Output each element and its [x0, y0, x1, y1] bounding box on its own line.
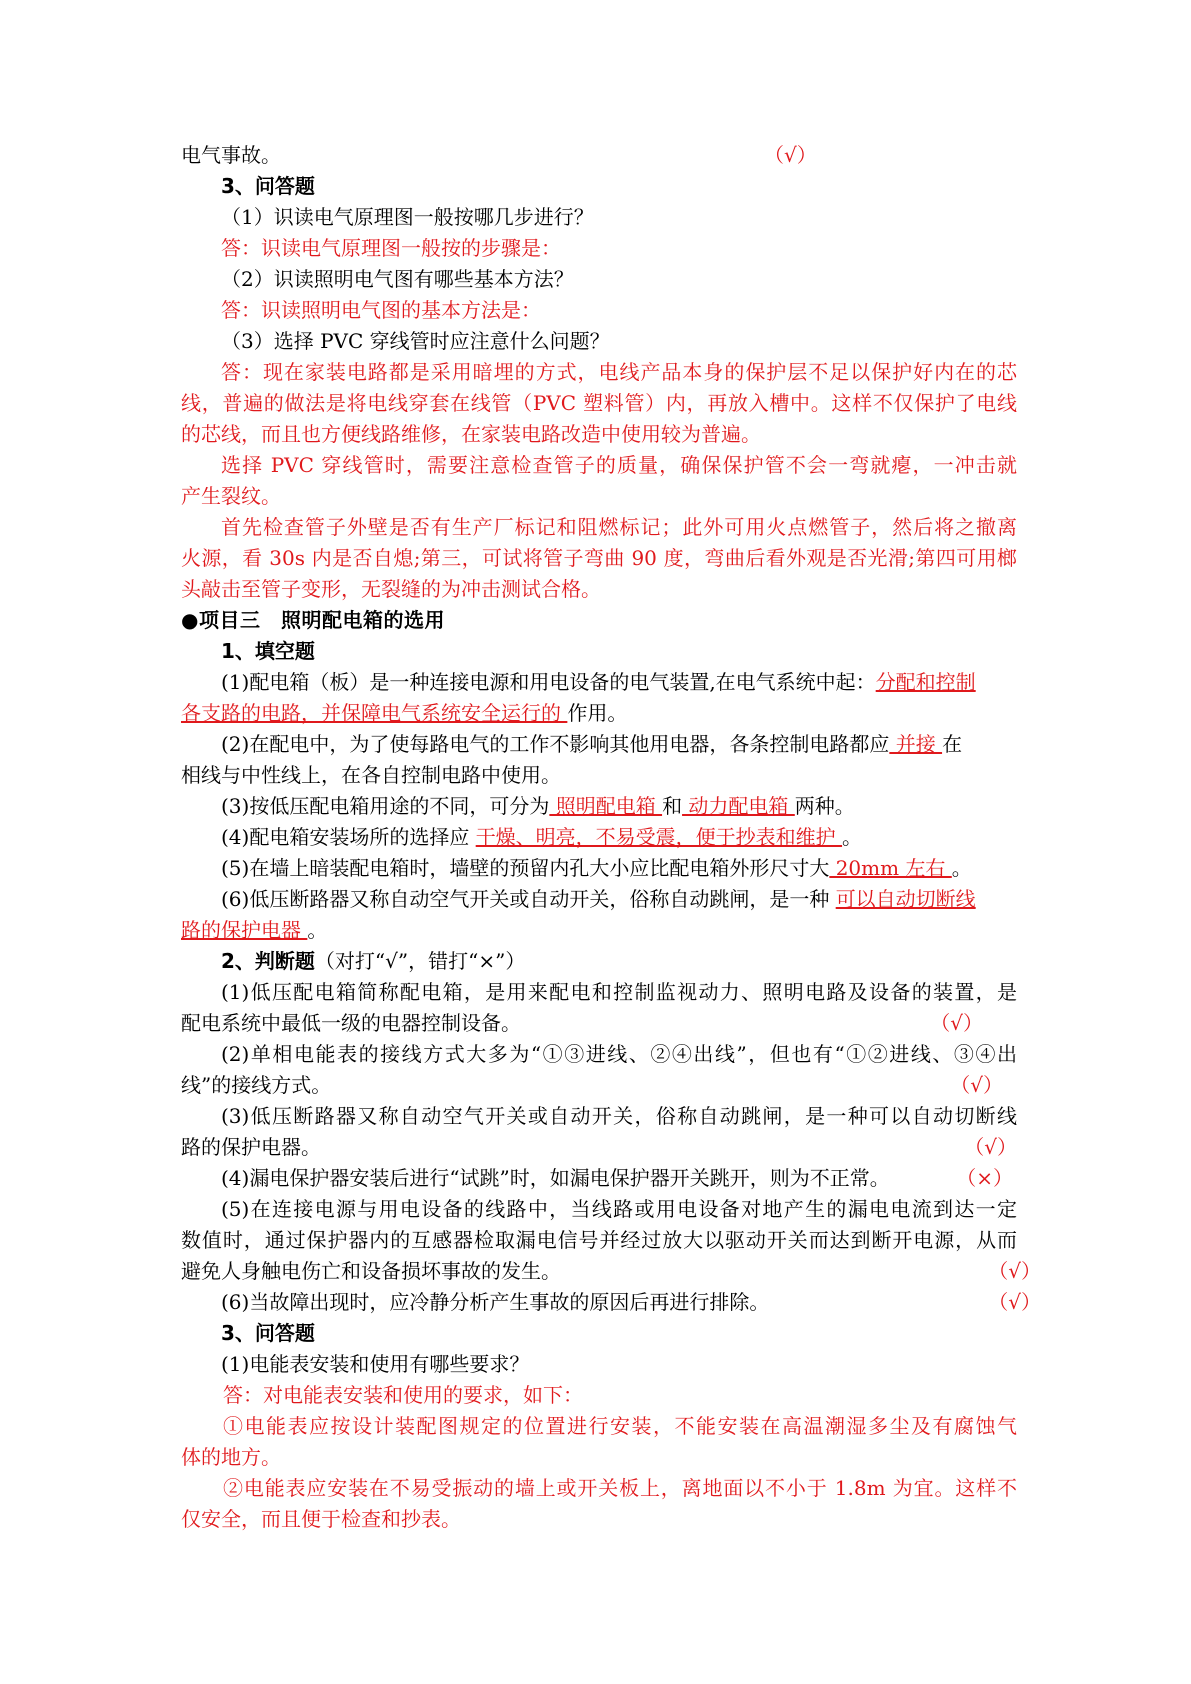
- question-line: [181, 1008, 1017, 1039]
- blank-answer: 路的保护电器: [181, 918, 308, 942]
- question-line: [181, 1101, 1017, 1132]
- question-text: 作用。: [567, 701, 628, 725]
- answer-line: [181, 450, 1017, 481]
- answer-mark: （√）: [930, 1011, 983, 1035]
- question-text: 和: [662, 794, 683, 818]
- blank-answer: 并接: [889, 732, 943, 756]
- question-text: 数值时，通过保护器内的互感器检取漏电信号并经过放大以驱动开关而达到断开电源，从而: [181, 1228, 1017, 1252]
- heading-text: 3、问答题: [221, 1321, 315, 1345]
- question-text: (2)单相电能表的接线方式大多为“①③进线、②④出线”，但也有“①②进线、③④出: [221, 1042, 1017, 1066]
- blank-answer: 干燥、明亮，不易受震，便于抄表和维护: [475, 825, 843, 849]
- question-line: [181, 1287, 1041, 1318]
- answer-text: 体的地方。: [181, 1445, 281, 1469]
- answer-text: 线，普遍的做法是将电线穿套在线管（PVC 塑料管）内，再放入槽中。这样不仅保护了电线: [181, 391, 1017, 415]
- fill-blank-line: [181, 884, 1017, 915]
- question-text: (1)配电箱（板）是一种连接电源和用电设备的电气装置,在电气系统中起：: [221, 670, 876, 694]
- question-line: [181, 1163, 1017, 1194]
- question-text: 两种。: [794, 794, 855, 818]
- fill-blank-line: [181, 822, 1017, 853]
- question-text: (3)低压断路器又称自动空气开关或自动开关，俗称自动跳闸，是一种可以自动切断线: [221, 1104, 1017, 1128]
- fill-blank-line: [181, 853, 1017, 884]
- question-line: [181, 1349, 1017, 1380]
- question-line: [181, 264, 1017, 295]
- section-heading: [181, 171, 1017, 202]
- heading-text: 3、问答题: [221, 174, 315, 198]
- question-text: 路的保护电器。: [181, 1135, 321, 1159]
- blank-answer: 分配和控制: [875, 670, 976, 694]
- question-line: [181, 977, 1017, 1008]
- question-text: (3)按低压配电箱用途的不同，可分为: [221, 794, 550, 818]
- paragraph-text: 电气事故。: [181, 143, 281, 167]
- question-text: (1)低压配电箱简称配电箱，是用来配电和控制监视动力、照明电路及设备的装置，是: [221, 980, 1017, 1004]
- answer-line: [181, 1411, 1017, 1442]
- question-text: (1)电能表安装和使用有哪些要求？: [221, 1352, 530, 1376]
- fill-blank-line: [181, 729, 1017, 760]
- question-text: (4)漏电保护器安装后进行“试跳”时，如漏电保护器开关跳开，则为不正常。: [221, 1166, 890, 1190]
- question-line: [181, 326, 1017, 357]
- answer-text: 答：识读电气原理图一般按的步骤是：: [221, 236, 561, 260]
- answer-line: [181, 1380, 1017, 1411]
- answer-mark: （√）: [988, 1259, 1041, 1283]
- fill-blank-line: [181, 791, 1017, 822]
- answer-line: [181, 419, 1017, 450]
- question-text: 。: [307, 918, 328, 942]
- heading-text: ●项目三 照明配电箱的选用: [181, 608, 445, 632]
- question-text: (5)在连接电源与用电设备的线路中，当线路或用电设备对地产生的漏电电流到达一定: [221, 1197, 1017, 1221]
- answer-line: [181, 1473, 1017, 1504]
- answer-text: ①电能表应按设计装配图规定的位置进行安装，不能安装在高温潮湿多尘及有腐蚀气: [223, 1414, 1017, 1438]
- section-heading: [181, 636, 1017, 667]
- answer-line: [181, 543, 1017, 574]
- answer-text: 产生裂纹。: [181, 484, 281, 508]
- question-text: 线”的接线方式。: [181, 1073, 332, 1097]
- question-text: (4)配电箱安装场所的选择应: [221, 825, 476, 849]
- question-text: 。: [842, 825, 863, 849]
- answer-mark: （×）: [956, 1166, 1013, 1190]
- answer-mark: （√）: [950, 1073, 1003, 1097]
- question-text: （2）识读照明电气图有哪些基本方法？: [221, 267, 574, 291]
- answer-text: 答：对电能表安装和使用的要求，如下：: [223, 1383, 583, 1407]
- fill-blank-line: [181, 667, 1017, 698]
- question-line: [181, 1194, 1017, 1225]
- answer-text: 头敲击至管子变形，无裂缝的为冲击测试合格。: [181, 577, 601, 601]
- question-line: [181, 1039, 1017, 1070]
- blank-answer: 可以自动切断线: [835, 887, 976, 911]
- blank-answer: 各支路的电路，并保障电气系统安全运行的: [181, 701, 568, 725]
- question-line: [181, 1256, 1041, 1287]
- project-heading: [181, 605, 1017, 636]
- question-line: [181, 1070, 1017, 1101]
- heading-text: 1、填空题: [221, 639, 315, 663]
- question-text: （3）选择 PVC 穿线管时应注意什么问题？: [221, 329, 610, 353]
- answer-mark: （√）: [964, 1135, 1017, 1159]
- question-line: [181, 1132, 1017, 1163]
- answer-text: 首先检查管子外壁是否有生产厂标记和阻燃标记；此外可用火点燃管子，然后将之撤离: [221, 515, 1017, 539]
- blank-answer: 动力配电箱: [682, 794, 795, 818]
- question-text: (6)当故障出现时，应冷静分析产生事故的原因后再进行排除。: [221, 1290, 770, 1314]
- question-text: 配电系统中最低一级的电器控制设备。: [181, 1011, 521, 1035]
- answer-line: [181, 1504, 1017, 1535]
- answer-line: [181, 388, 1017, 419]
- heading-note: （对打“√”，错打“×”）: [314, 949, 526, 973]
- answer-text: 选择 PVC 穿线管时，需要注意检查管子的质量，确保保护管不会一弯就瘪，一冲击就: [221, 453, 1017, 477]
- answer-line: [181, 357, 1017, 388]
- section-heading: [181, 946, 1017, 977]
- question-text: (6)低压断路器又称自动空气开关或自动开关，俗称自动跳闸，是一种: [221, 887, 836, 911]
- answer-line: [181, 512, 1017, 543]
- answer-text: 的芯线，而且也方便线路维修，在家装电路改造中使用较为普遍。: [181, 422, 761, 446]
- answer-line: [181, 1442, 1017, 1473]
- question-text: (2)在配电中，为了使每路电气的工作不影响其他用电器，各条控制电路都应: [221, 732, 890, 756]
- question-text: 在: [942, 732, 963, 756]
- section-heading: [181, 1318, 1017, 1349]
- answer-text: 仅安全，而且便于检查和抄表。: [181, 1507, 461, 1531]
- question-text: (5)在墙上暗装配电箱时，墙壁的预留内孔大小应比配电箱外形尺寸大: [221, 856, 830, 880]
- answer-line: [181, 295, 1017, 326]
- document-page: [181, 140, 1041, 1535]
- question-text: 避免人身触电伤亡和设备损坏事故的发生。: [181, 1259, 561, 1283]
- answer-mark: （√）: [988, 1290, 1041, 1314]
- question-line: [181, 1225, 1017, 1256]
- answer-line: [181, 481, 1017, 512]
- heading-text: 2、判断题: [221, 949, 315, 973]
- text-line: [181, 140, 1017, 171]
- question-line: [181, 202, 1017, 233]
- text-line: [181, 760, 1017, 791]
- fill-blank-line: [181, 698, 1017, 729]
- question-text: （1）识读电气原理图一般按哪几步进行？: [221, 205, 594, 229]
- fill-blank-line: [181, 915, 1017, 946]
- question-text: 相线与中性线上，在各自控制电路中使用。: [181, 763, 561, 787]
- answer-line: [181, 233, 1017, 264]
- answer-mark: （√）: [764, 143, 817, 167]
- answer-text: 答：现在家装电路都是采用暗埋的方式，电线产品本身的保护层不足以保护好内在的芯: [221, 360, 1017, 384]
- blank-answer: 照明配电箱: [549, 794, 663, 818]
- answer-text: ②电能表应安装在不易受振动的墙上或开关板上，离地面以不小于 1.8m 为宜。这样不: [223, 1476, 1017, 1500]
- question-text: 。: [951, 856, 972, 880]
- answer-text: 火源，看 30s 内是否自熄;第三，可试将管子弯曲 90 度，弯曲后看外观是否光滑;第四可用榔: [181, 546, 1017, 570]
- answer-text: 答：识读照明电气图的基本方法是：: [221, 298, 541, 322]
- blank-answer: 20mm 左右: [829, 856, 952, 880]
- answer-line: [181, 574, 1017, 605]
